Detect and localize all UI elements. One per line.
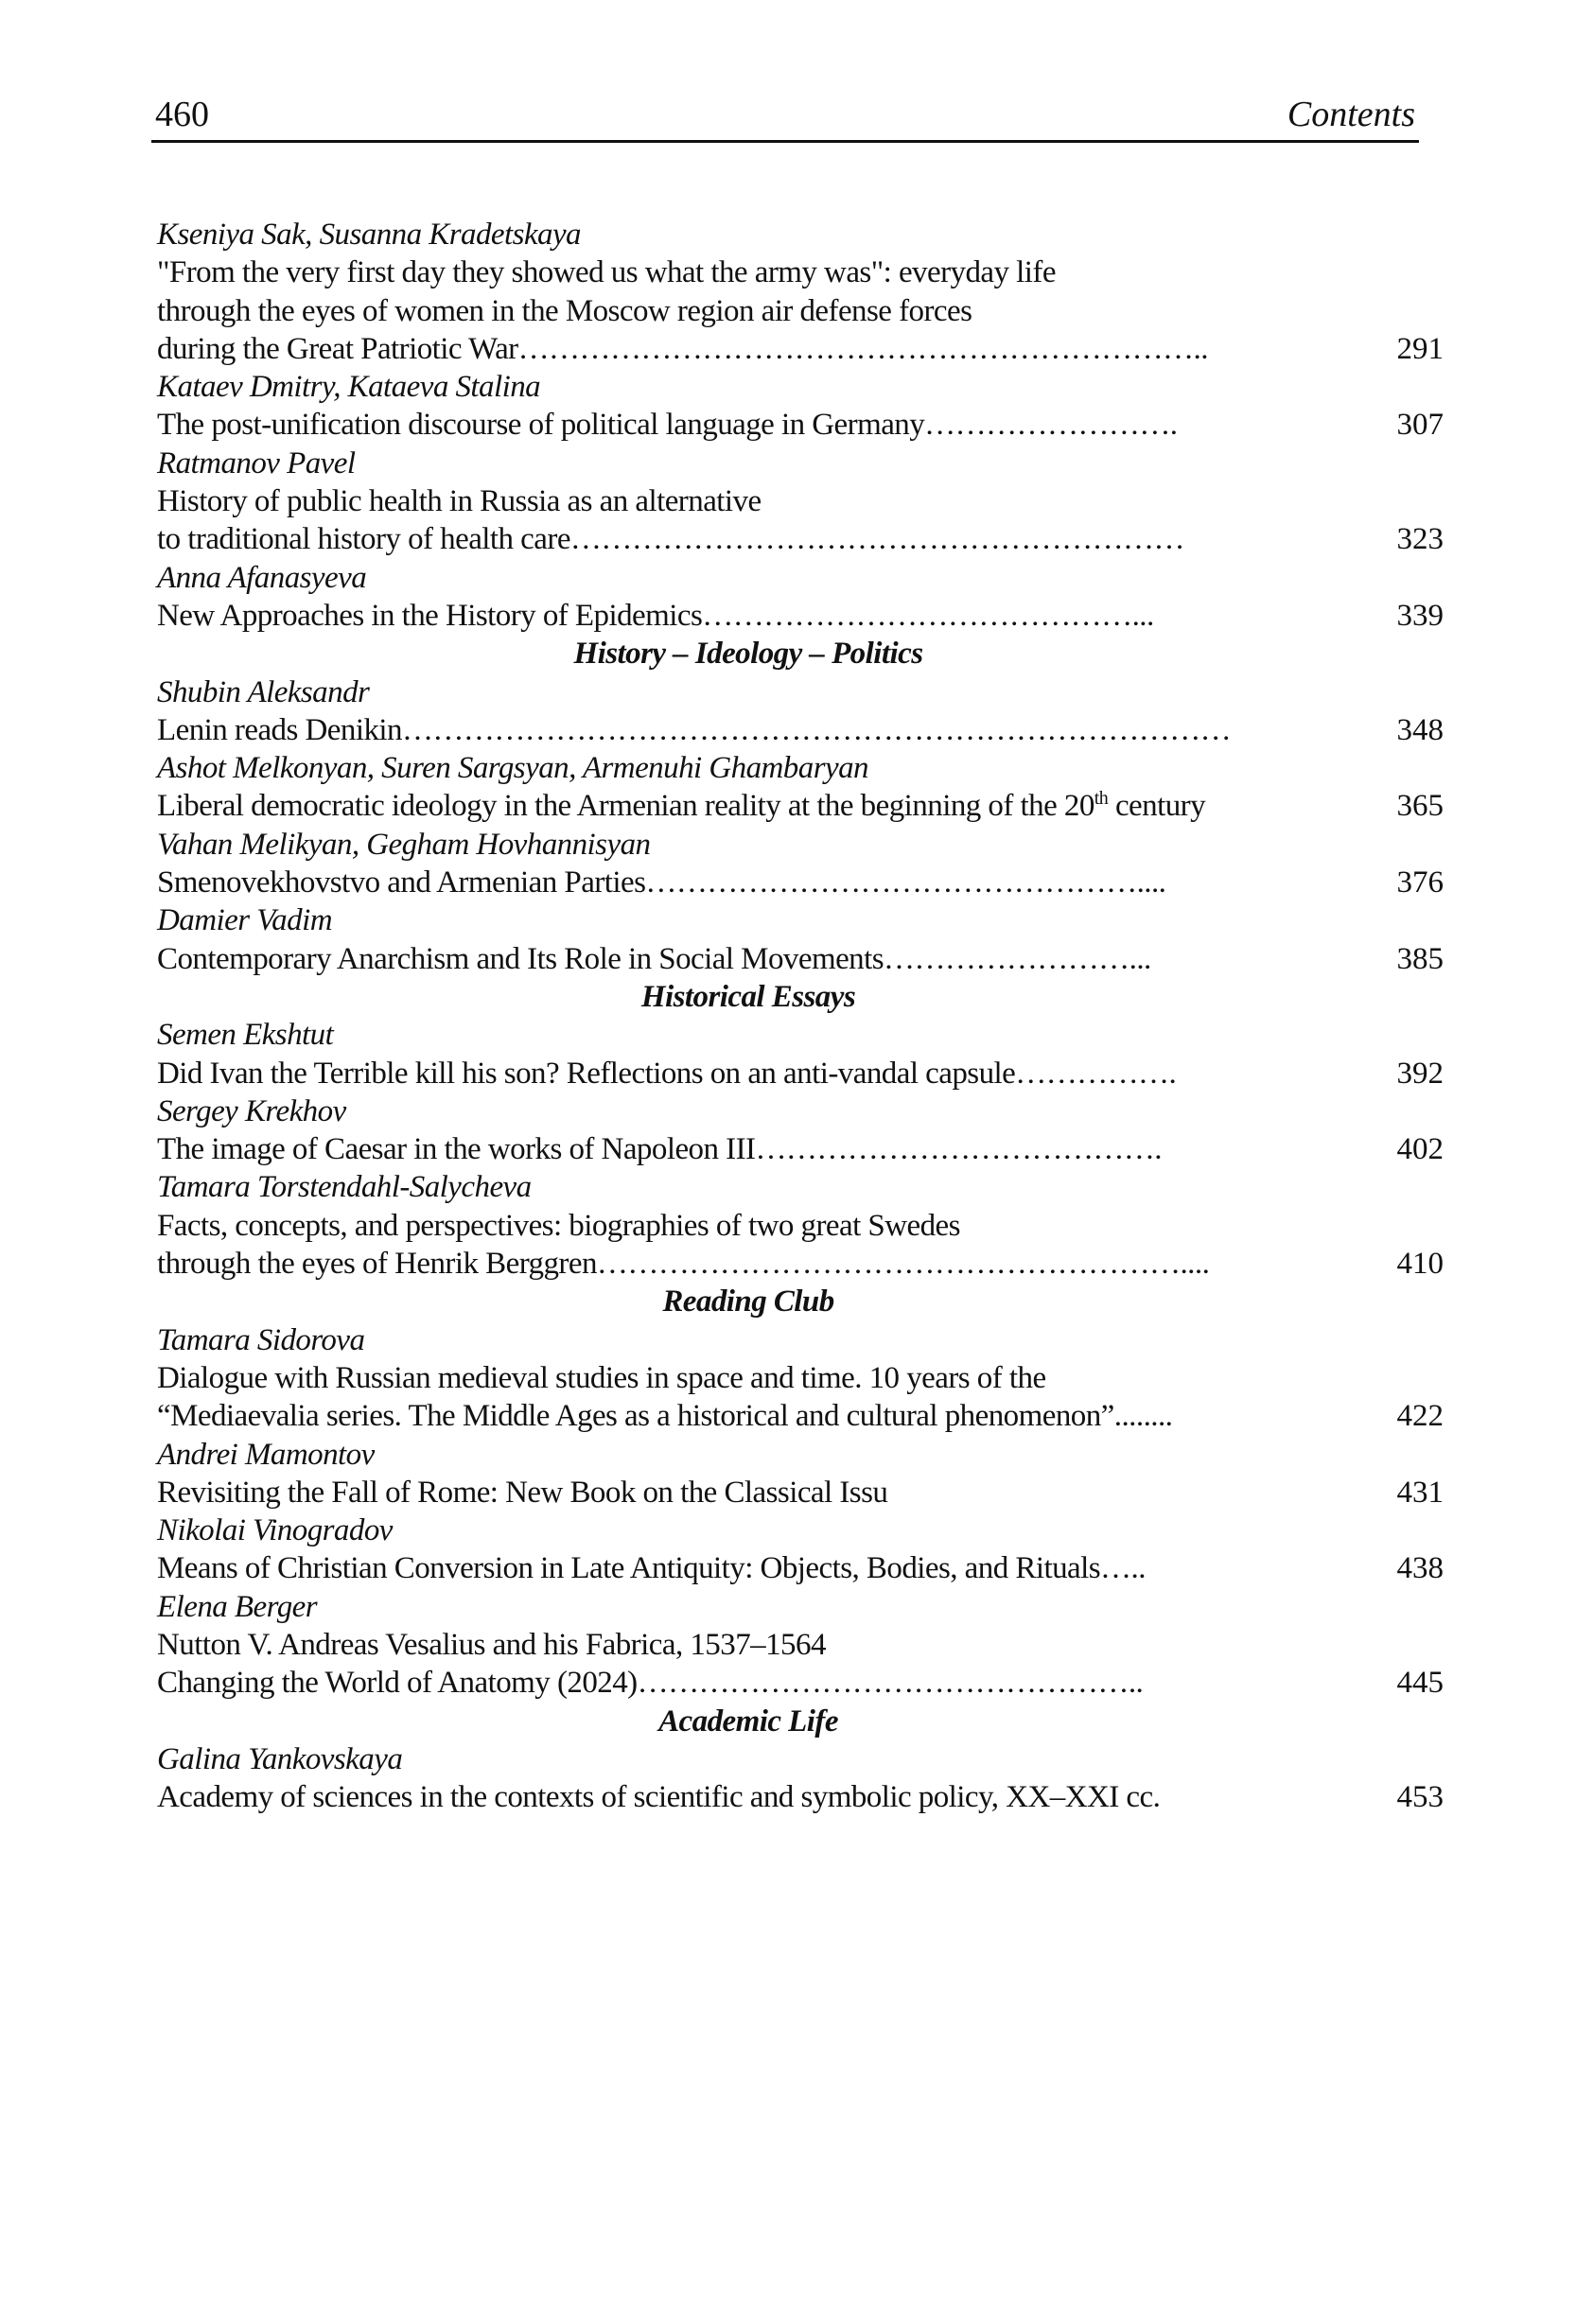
header-rule	[151, 140, 1419, 143]
toc-title-text: Did Ivan the Terrible kill his son? Reflections on an anti-vandal capsule…………….	[157, 1056, 1177, 1091]
toc-title-text: Academy of sciences in the contexts of scientific and symbolic policy, XX–XXI cc.	[157, 1780, 1161, 1815]
section-heading: Reading Club	[662, 1284, 834, 1319]
toc-page-number: 402	[1396, 1132, 1444, 1167]
page-header	[151, 91, 1419, 140]
section-heading: Historical Essays	[640, 979, 856, 1014]
toc-title-text: History of public health in Russia as an alternative	[157, 484, 762, 519]
toc-author: Elena Berger	[157, 1589, 318, 1624]
toc-page-number: 307	[1396, 408, 1444, 443]
toc-title-text: Smenovekhovstvo and Armenian Parties…………………………………………....	[157, 865, 1166, 900]
toc-page-number: 323	[1396, 522, 1444, 557]
toc-page-number: 445	[1396, 1666, 1444, 1701]
section-heading: History – Ideology – Politics	[573, 637, 923, 672]
toc-author: Sergey Krekhov	[157, 1093, 346, 1128]
toc-author: Kataev Dmitry, Kataeva Stalina	[157, 370, 541, 405]
toc-title-line	[157, 1397, 1444, 1435]
toc-page-number: 431	[1396, 1475, 1444, 1510]
toc-page-number: 385	[1396, 941, 1444, 976]
toc-title-line	[157, 1549, 1444, 1587]
toc-title-text: to traditional history of health care……………………………………………………	[157, 522, 1184, 557]
toc-title-line	[157, 711, 1444, 749]
toc-title-line	[157, 1359, 1444, 1397]
toc-title-line	[157, 1778, 1444, 1816]
toc-title-line	[157, 520, 1444, 558]
toc-page-number: 422	[1396, 1399, 1444, 1434]
toc-page-number: 392	[1396, 1056, 1444, 1091]
toc-author: Semen Ekshtut	[157, 1018, 334, 1053]
toc-title-line	[157, 597, 1444, 635]
toc-title-line	[157, 482, 1444, 520]
toc-author: Damier Vadim	[157, 903, 332, 938]
toc-title-line	[157, 864, 1444, 901]
toc-title-text: “Mediaevalia series. The Middle Ages as a historical and cultural phenomenon”........	[157, 1399, 1173, 1434]
toc-title-text: New Approaches in the History of Epidemics……………………………………...	[157, 598, 1154, 633]
toc-page-number: 410	[1396, 1247, 1444, 1282]
toc-author: Vahan Melikyan, Gegham Hovhannisyan	[157, 827, 651, 862]
toc-title-line	[157, 292, 1444, 330]
toc-title-text: Means of Christian Conversion in Late Antiquity: Objects, Bodies, and Rituals…..	[157, 1551, 1146, 1586]
toc-title-text: Contemporary Anarchism and Its Role in Social Movements……………………...	[157, 941, 1151, 976]
toc-title-line	[157, 1664, 1444, 1702]
toc-title-text: Dialogue with Russian medieval studies in space and time. 10 years of the	[157, 1360, 1046, 1395]
toc-author: Ashot Melkonyan, Suren Sargsyan, Armenuhi Ghambaryan	[157, 751, 868, 786]
toc-title-text: "From the very first day they showed us what the army was": everyday life	[157, 255, 1056, 290]
toc-title-text: through the eyes of women in the Moscow region air defense forces	[157, 293, 972, 328]
toc-page-number: 339	[1396, 598, 1444, 633]
toc-title-text: Nutton V. Andreas Vesalius and his Fabrica, 1537–1564	[157, 1627, 826, 1662]
running-head: Contents	[1287, 95, 1415, 134]
toc-title-part: Liberal democratic ideology in the Armenian reality at the beginning of the 20	[157, 789, 1094, 824]
toc-author: Kseniya Sak, Susanna Kradetskaya	[157, 218, 582, 252]
toc-author: Galina Yankovskaya	[157, 1741, 403, 1776]
toc-title-line	[157, 1245, 1444, 1283]
toc-title-line	[157, 406, 1444, 444]
table-of-contents	[157, 216, 1444, 1816]
toc-title-text	[157, 787, 1205, 825]
toc-title-line	[157, 940, 1444, 978]
toc-author: Tamara Torstendahl-Salycheva	[157, 1170, 532, 1205]
toc-title-line	[157, 1474, 1444, 1511]
toc-author: Ratmanov Pavel	[157, 446, 356, 481]
toc-page-number: 438	[1396, 1551, 1444, 1586]
toc-page-number: 365	[1396, 789, 1444, 824]
toc-page-number: 348	[1396, 712, 1444, 747]
toc-title-line	[157, 330, 1444, 368]
toc-page-number: 453	[1396, 1780, 1444, 1815]
section-heading: Academic Life	[658, 1704, 838, 1739]
toc-page-number: 291	[1396, 331, 1444, 366]
toc-title-line	[157, 1055, 1444, 1092]
toc-title-text: during the Great Patriotic War…………………………………………………………..	[157, 331, 1208, 366]
toc-title-line	[157, 1207, 1444, 1245]
toc-title-part: century	[1108, 789, 1206, 824]
toc-title-text: Revisiting the Fall of Rome: New Book on the Classical Issu	[157, 1475, 888, 1510]
toc-title-text: Facts, concepts, and perspectives: biographies of two great Swedes	[157, 1208, 960, 1243]
toc-author: Andrei Mamontov	[157, 1437, 375, 1472]
toc-title-text: The post-unification discourse of political language in Germany…………………….	[157, 408, 1178, 443]
toc-author: Shubin Aleksandr	[157, 674, 370, 709]
toc-title-text: The image of Caesar in the works of Napoleon III………………………………….	[157, 1132, 1163, 1167]
page-number: 460	[155, 95, 209, 134]
toc-title-line	[157, 787, 1444, 825]
toc-title-text: through the eyes of Henrik Berggren…………………………………………………....	[157, 1247, 1210, 1282]
toc-author: Nikolai Vinogradov	[157, 1513, 393, 1548]
toc-author: Anna Afanasyeva	[157, 560, 367, 595]
toc-title-text: Lenin reads Denikin………………………………………………………………………	[157, 712, 1232, 747]
toc-page-number: 376	[1396, 865, 1444, 900]
toc-title-line	[157, 253, 1444, 291]
toc-author: Tamara Sidorova	[157, 1322, 365, 1357]
toc-title-text: Changing the World of Anatomy (2024)…………………………………………..	[157, 1666, 1144, 1701]
toc-title-line	[157, 1130, 1444, 1168]
ordinal-superscript: th	[1094, 788, 1109, 810]
toc-title-line	[157, 1626, 1444, 1664]
